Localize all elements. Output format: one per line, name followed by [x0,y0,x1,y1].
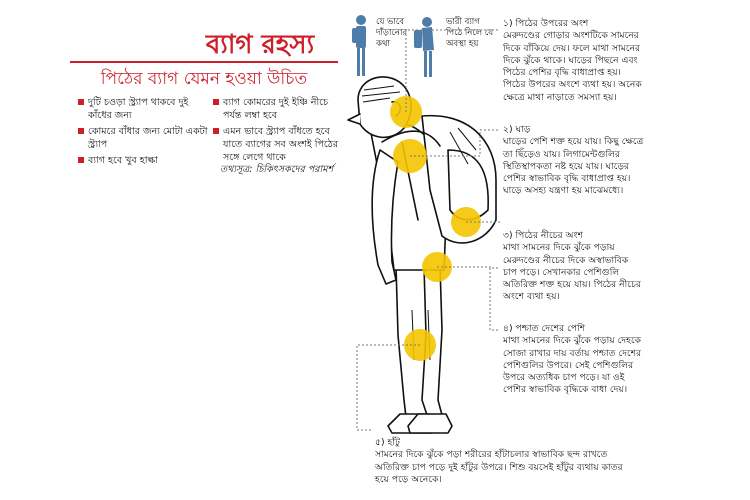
stance-wrong-label: ভারী ব্যাগ পিঠে নিলে যে অবস্থা হয় [446,17,494,49]
note-buttock-muscles [503,323,645,397]
tip-item: ব্যাগ হবে খুব হাল্কা [78,154,208,167]
note-heading: ৪) পশ্চাত দেশের পেশি [503,323,586,334]
note-lower-back [503,230,645,304]
page-subtitle: পিঠের ব্যাগ যেমন হওয়া উচিত [100,69,308,89]
note-heading: ৩) পিঠের নীচের অংশ [503,230,584,241]
note-heading: ২) ঘাড় [503,124,531,135]
tip-item: দুটি চওড়া স্ট্র্যাপ থাকবে দুই কাঁধের জন্য [78,96,208,122]
note-body: মাথা সামনের দিকে ঝুঁকে পড়ায় মেরুদণ্ডের নীচের দিকে অস্বাভাবিক চাপ পড়ে। সেখানকার পেশিগুলি অতিরিক্ত শক্ত হয়ে যায়। পিঠের নীচের অংশে ব্যথা হয়। [503,242,641,303]
note-body: মাথা সামনের দিকে ঝুঁকে পড়ায় দেহকে সোজা রাখার দায় বর্তায় পশ্চাত দেশের পেশিগুলির উপরে। সেই পেশিগুলির উপরে অত্যধিক চাপ পড়ে। যা ওই পেশির স্বাভাবিক বৃদ্ধিকে বাধা দেয়। [503,335,642,396]
note-body: ঘাড়ের পেশি শক্ত হয়ে যায়। কিছু ক্ষেত্রে তা ছিঁড়েও যায়। লিগামেন্টগুলির স্থিতিস্থাপকতা নষ্ট হয়ে যায়। ঘাড়ের পেশির স্বাভাবিক বৃদ্ধি বাধাপ্রাপ্ত হয়। ঘাড়ে অসহ্য যন্ত্রণা হয় মাঝেমধ্যে। [503,136,644,197]
note-body: সামনের দিকে ঝুঁকে পড়া শরীরের হাঁটাচলার স্বাভাবিক ছন্দ রাখতে অতিরিক্ত চাপ পড়ে দুই হাঁটুর উপরে। শিশু বয়সেই হাঁটুর ব্যথায় কাতর হয়ে পড়ে অনেকে। [375,449,623,485]
page-title: ব্যাগ রহস্য [205,30,315,60]
note-heading: ৫) হাঁটু [375,437,400,448]
source-credit: তথ্যসূত্র: চিকিৎসকদের পরামর্শ [220,164,334,175]
tip-item: কোমরে বাঁধার জন্য মোটা একটা স্ট্র্যাপ [78,125,208,151]
note-body: মেরুদণ্ডের গোড়ার অংশটিকে সামনের দিকে বাঁকিয়ে দেয়। ফলে মাথা সামনের দিকে ঝুঁকে থাকে। ঘাড়ের পিছনে এবং পিঠের পেশির বৃদ্ধি বাধাপ্রাপ্ত হয়। পিঠের উপরের অংশে ব্যথা হয়। অনেক ক্ষেত্রে মাথা নাড়াতে সমস্যা হয়। [503,30,642,103]
tip-item: এমন ভাবে স্ট্র্যাপ বাঁধতে হবে যাতে ব্যাগের সব অংশই পিঠের সঙ্গে লেগে থাকে [213,125,343,164]
note-knee [375,437,637,486]
note-heading: ১) পিঠের উপরের অংশ [503,18,589,29]
note-neck [503,124,645,198]
stance-correct-label: যে ভাবে দাঁড়ানোর কথা [376,17,408,49]
note-upper-back [503,18,645,104]
tip-item: ব্যাগ কোমরের দুই ইঞ্চি নীচে পর্যন্ত লম্বা হবে [213,96,343,122]
